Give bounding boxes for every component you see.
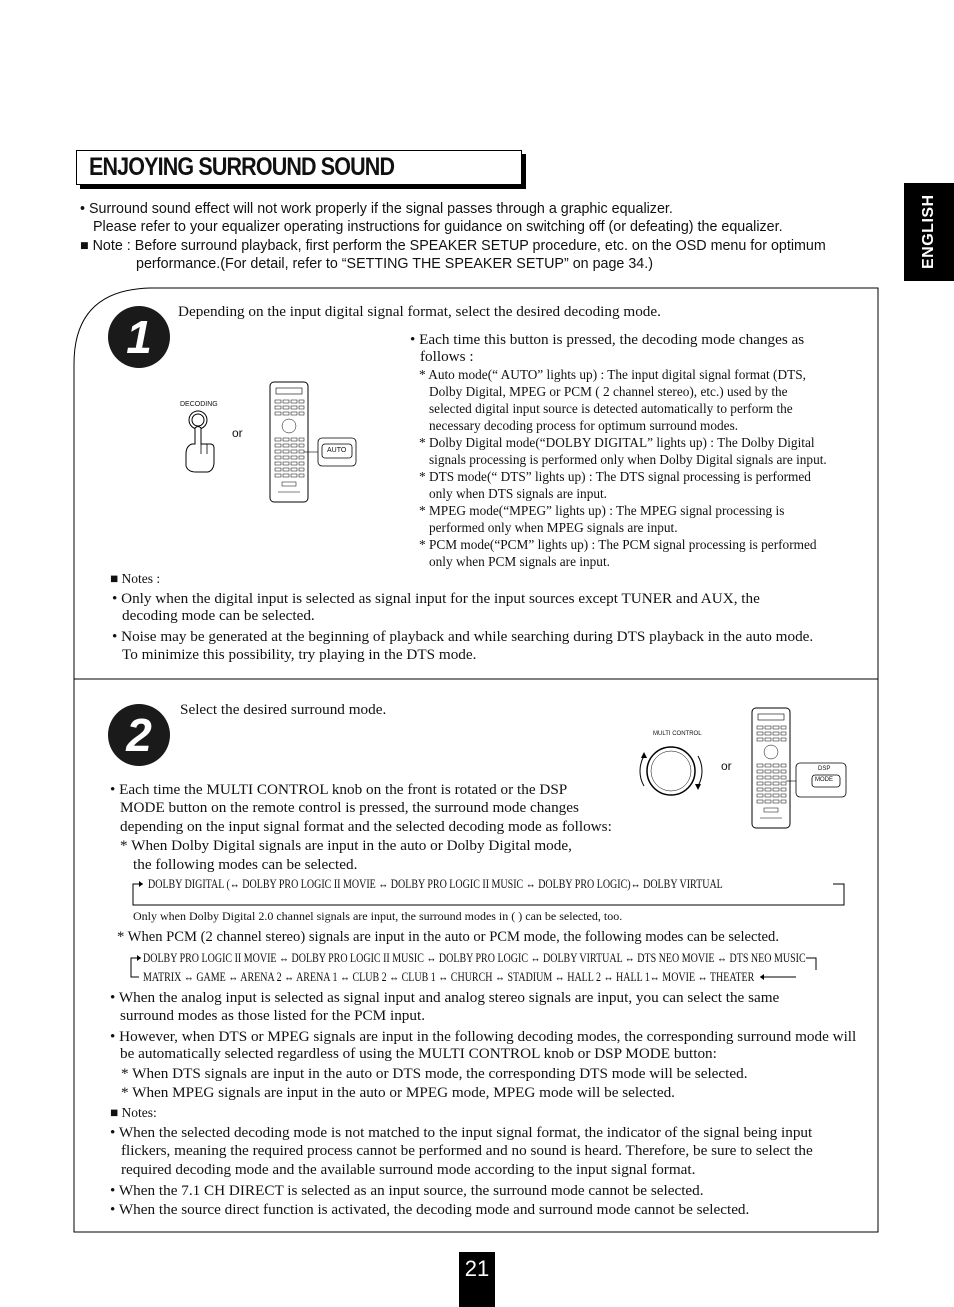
step-2-note-line: flickers, meaning the required process cannot be performed and no sound is heard. Therefore, be sure to select the bbox=[121, 1142, 813, 1159]
language-tab-label: ENGLISH bbox=[920, 194, 937, 270]
step-2-note-line: • When the selected decoding mode is not matched to the input signal format, the indicator of the signal being input bbox=[110, 1124, 813, 1141]
decoding-label: DECODING bbox=[180, 401, 218, 408]
mode-button-label: MODE bbox=[815, 777, 833, 783]
auto-button-label: AUTO bbox=[327, 447, 347, 454]
mode-line: * PCM mode(“PCM” lights up) : The PCM signal processing is performed bbox=[419, 537, 817, 552]
step-1-desc-line: • Each time this button is pressed, the decoding mode changes as bbox=[410, 331, 805, 348]
page-title: ENJOYING SURROUND SOUND bbox=[89, 153, 395, 181]
mode-line: * Auto mode(“ AUTO” lights up) : The input digital signal format (DTS, bbox=[419, 367, 806, 382]
mode-line: Dolby Digital, MPEG or PCM ( 2 channel stereo), etc.) used by the bbox=[429, 384, 788, 399]
mode-line: signals processing is performed only when Dolby Digital signals are input. bbox=[429, 452, 827, 467]
step-2-body-line: the following modes can be selected. bbox=[133, 856, 358, 873]
pcm-mode-sequence-2: MATRIX ↔ GAME ↔ ARENA 2 ↔ ARENA 1 ↔ CLUB 2 ↔ CLUB 1 ↔ CHURCH ↔ STADIUM ↔ HALL 2 ↔ HALL 1↔ MOVIE ↔ THEATER bbox=[143, 970, 755, 984]
step-1-note-line: decoding mode can be selected. bbox=[122, 607, 315, 624]
mode-line: * Dolby Digital mode(“DOLBY DIGITAL” lights up) : The Dolby Digital bbox=[419, 435, 815, 450]
mode-line: * DTS mode(“ DTS” lights up) : The DTS signal processing is performed bbox=[419, 469, 811, 484]
intro-note-line-2: performance.(For detail, refer to “SETTING THE SPEAKER SETUP” on page 34.) bbox=[136, 256, 653, 272]
pcm-mode-sequence-1: DOLBY PRO LOGIC II MOVIE ↔ DOLBY PRO LOGIC II MUSIC ↔ DOLBY PRO LOGIC ↔ DOLBY VIRTUAL ↔ DTS NEO MOVIE ↔ DTS NEO MUSIC bbox=[143, 951, 806, 965]
step-1-note-line: • Only when the digital input is selected as signal input for the input sources except TUNER and AUX, the bbox=[112, 590, 760, 607]
mode-line: selected digital input source is detected automatically to perform the bbox=[429, 401, 793, 416]
mode-line: * MPEG mode(“MPEG” lights up) : The MPEG signal processing is bbox=[419, 503, 785, 518]
step-1-note-line: To minimize this possibility, try playing in the DTS mode. bbox=[122, 646, 477, 663]
step-2-note-line: • When the source direct function is activated, the decoding mode and surround mode cannot be selected. bbox=[110, 1201, 750, 1218]
mode-line: only when PCM signals are input. bbox=[429, 554, 610, 569]
step-2-number: 2 bbox=[108, 704, 170, 766]
or-label-1: or bbox=[232, 426, 243, 440]
step-2-more-line: * When MPEG signals are input in the auto or MPEG mode, MPEG mode will be selected. bbox=[121, 1084, 675, 1101]
step-2-more-line: be automatically selected regardless of using the MULTI CONTROL knob or DSP MODE button: bbox=[120, 1045, 717, 1062]
step-2-body-line: * When Dolby Digital signals are input in the auto or Dolby Digital mode, bbox=[120, 837, 572, 854]
step-1-notes-heading: ■ Notes : bbox=[110, 571, 161, 586]
mode-line: necessary decoding process for optimum surround modes. bbox=[429, 418, 739, 433]
step-2-note-line: • When the 7.1 CH DIRECT is selected as an input source, the surround mode cannot be selected. bbox=[110, 1182, 704, 1199]
intro-line-1: • Surround sound effect will not work properly if the signal passes through a graphic equalizer. bbox=[80, 201, 673, 217]
intro-line-2: Please refer to your equalizer operating instructions for guidance on switching off (or defeating) the equalizer. bbox=[93, 219, 783, 235]
dolby-mode-sequence: DOLBY DIGITAL (↔ DOLBY PRO LOGIC II MOVIE ↔ DOLBY PRO LOGIC II MUSIC ↔ DOLBY PRO LOGIC)↔ DOLBY VIRTUAL bbox=[148, 877, 723, 891]
step-2-more-line: * When DTS signals are input in the auto or DTS mode, the corresponding DTS mode will be selected. bbox=[121, 1065, 748, 1082]
intro-note-line-1: ■ Note : Before surround playback, first perform the SPEAKER SETUP procedure, etc. on the OSD menu for optimum bbox=[80, 238, 826, 254]
step-1-number: 1 bbox=[108, 306, 170, 368]
dolby-note: Only when Dolby Digital 2.0 channel signals are input, the surround modes in ( ) can be selected, too. bbox=[133, 909, 623, 923]
mode-line: performed only when MPEG signals are input. bbox=[429, 520, 678, 535]
pcm-intro-line: * When PCM (2 channel stereo) signals are input in the auto or PCM mode, the following modes can be selected. bbox=[117, 929, 779, 945]
step-2-notes-heading: ■ Notes: bbox=[110, 1105, 157, 1120]
page-number: 21 bbox=[459, 1252, 495, 1307]
step-2-body-line: • Each time the MULTI CONTROL knob on the front is rotated or the DSP bbox=[110, 781, 568, 798]
step-1-desc-line: follows : bbox=[420, 348, 474, 365]
step-1-heading: Depending on the input digital signal format, select the desired decoding mode. bbox=[178, 303, 661, 320]
mode-line: only when DTS signals are input. bbox=[429, 486, 608, 501]
step-2-body-line: MODE button on the remote control is pressed, the surround mode changes bbox=[120, 799, 579, 816]
step-2-heading: Select the desired surround mode. bbox=[180, 701, 387, 718]
step-2-note-line: required decoding mode and the available surround mode according to the input signal format. bbox=[121, 1161, 696, 1178]
step-2-body-line: depending on the input signal format and the selected decoding mode as follows: bbox=[120, 818, 612, 835]
step-2-more-line: • However, when DTS or MPEG signals are input in the following decoding modes, the corresponding surround mode will bbox=[110, 1028, 857, 1045]
step-1-note-line: • Noise may be generated at the beginning of playback and while searching during DTS playback in the auto mode. bbox=[112, 628, 814, 645]
dsp-label: DSP bbox=[818, 766, 831, 772]
step-2-more-line: • When the analog input is selected as signal input and analog stereo signals are input, you can select the same bbox=[110, 989, 780, 1006]
step-2-more-line: surround modes as those listed for the PCM input. bbox=[120, 1007, 425, 1024]
multi-control-label: MULTI CONTROL bbox=[653, 731, 702, 737]
or-label-2: or bbox=[721, 759, 732, 773]
